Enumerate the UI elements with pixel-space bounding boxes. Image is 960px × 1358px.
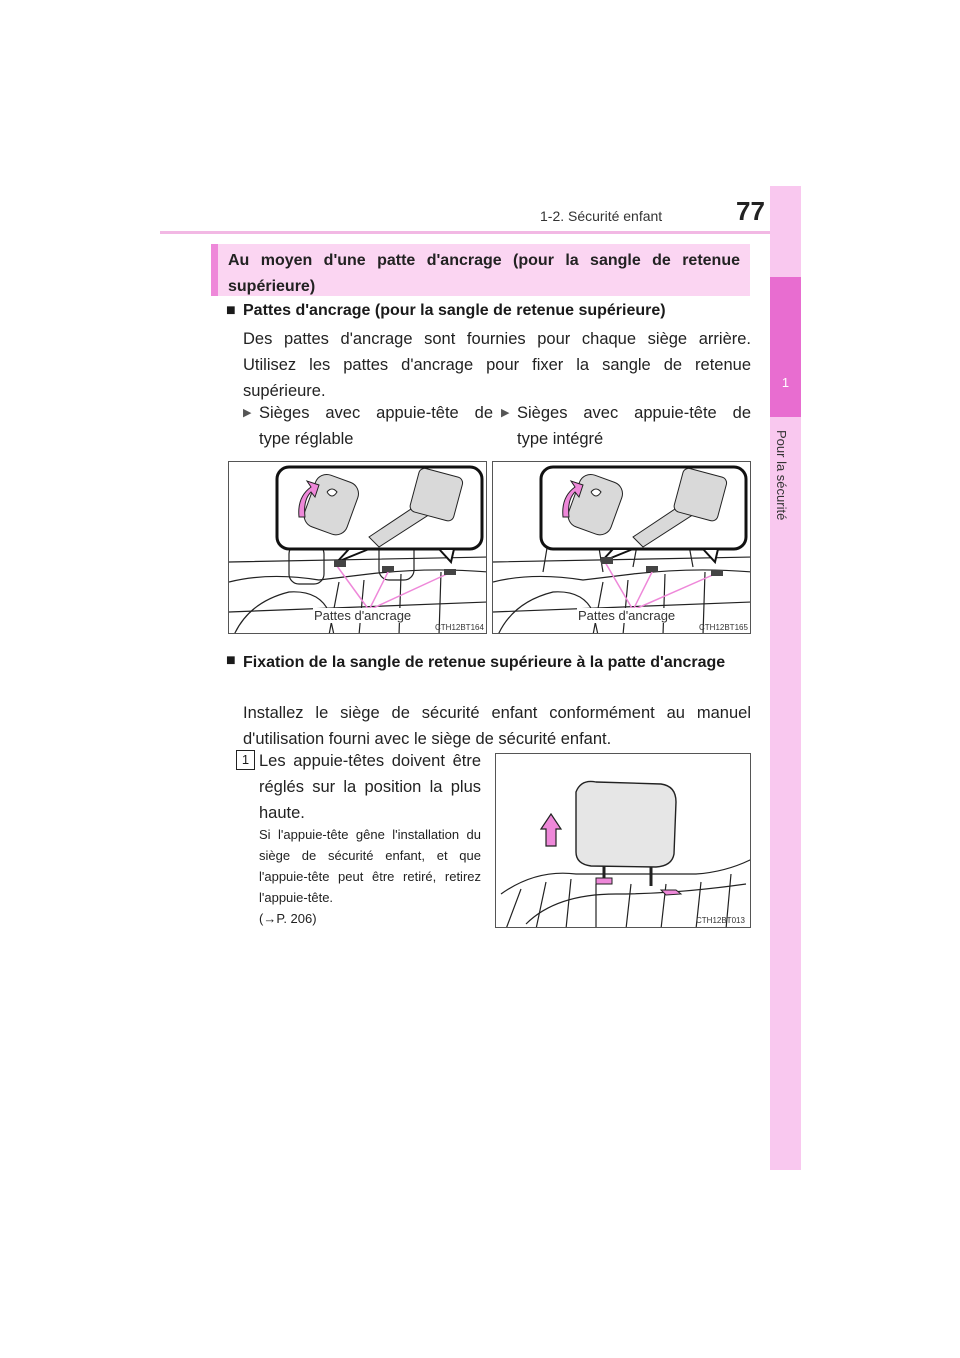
headrest-illustration [496,754,751,928]
arrow-up-icon [541,814,561,846]
sub-heading-attach-strap: Fixation de la sangle de retenue supérieure à la patte d'ancrage [243,654,726,671]
figure-integrated-headrest-anchors [492,461,751,634]
step-1-text: Les appuie-têtes doivent être réglés sur la position la plus haute. [259,752,481,822]
page-reference: (→P. 206) [259,911,317,926]
sub-heading-marker: ■ [226,652,236,669]
step-1-note: Si l'appuie-tête gêne l'installation du siège de sécurité enfant, et que l'appuie-tête peut être retiré, retirez l'appuie-tête. [259,827,481,905]
sub-heading-anchor-brackets: Pattes d'ancrage (pour la sangle de retenue supérieure) [243,302,666,319]
triangle-bullet-icon: ▶ [501,407,510,419]
pointer-arrow-icon [337,566,447,610]
step-number-badge: 1 [236,750,255,770]
triangle-bullet-icon: ▶ [243,407,252,419]
figure-id: CTH12BT164 [435,623,484,632]
figure-id: CTH12BT165 [699,623,748,632]
section-title: Au moyen d'une patte d'ancrage (pour la sangle de retenue supérieure) [211,244,750,296]
page-number: 77 [736,196,765,226]
bullet-integrated-headrest: Sièges avec appuie-tête de type intégré [517,404,751,448]
chapter-side-tab-marker [770,277,801,417]
chapter-number: 1 [781,375,790,390]
bullet-adjustable-headrest: Sièges avec appuie-tête de type réglable [259,404,493,448]
figure-adjustable-headrest-anchors [228,461,487,634]
figure-label: Pattes d'ancrage [578,608,676,623]
anchor-brackets-description: Des pattes d'ancrage sont fournies pour chaque siège arrière. Utilisez les pattes d'ancrage pour fixer la sangle de retenue supérieure. [243,330,751,400]
attach-strap-description: Installez le siège de sécurité enfant conformément au manuel d'utilisation fourni avec le siège de sécurité enfant. [243,704,751,748]
running-header: 1-2. Sécurité enfant [540,208,663,224]
figure-id: CTH12BT013 [696,916,745,925]
sub-heading-marker: ■ [226,302,236,319]
pointer-arrow-icon [605,562,715,610]
figure-label: Pattes d'ancrage [314,608,412,623]
chapter-title: Pour la sécurité [774,430,789,521]
header-rule [160,231,800,234]
figure-headrest-raised [495,753,751,928]
